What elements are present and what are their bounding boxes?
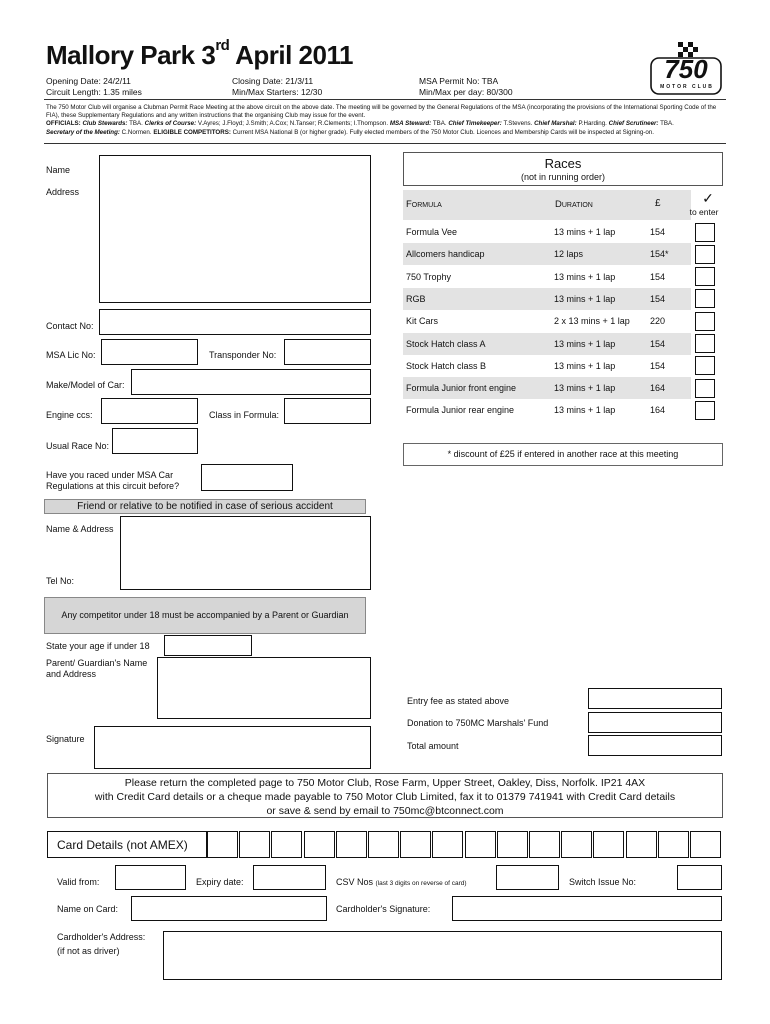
age-field[interactable] <box>164 635 252 656</box>
race-row <box>403 288 691 310</box>
usual-race-label: Usual Race No: <box>46 441 110 451</box>
friend-details-field[interactable] <box>120 516 371 590</box>
class-label: Class in Formula: <box>209 410 280 420</box>
name-address-label: Name & Address <box>46 524 114 534</box>
race-row <box>403 333 691 355</box>
col-enter: to enter <box>689 207 719 217</box>
race-duration: 13 mins + 1 lap <box>554 360 616 371</box>
race-price: 154 <box>650 338 666 349</box>
race-duration: 13 mins + 1 lap <box>554 227 616 237</box>
page-title: Mallory Park 3rd April 2011 <box>46 37 353 70</box>
race-price: 164 <box>650 405 666 416</box>
holder-address-label-2: (if not as driver) <box>57 946 120 956</box>
race-row <box>403 310 691 332</box>
holder-address-field[interactable] <box>163 931 722 980</box>
card-digit-box[interactable] <box>593 831 624 858</box>
total-field[interactable] <box>588 735 722 756</box>
msa-permit: MSA Permit No: TBA <box>419 76 499 86</box>
races-subtitle: (not in running order) <box>520 172 606 182</box>
name-on-card-label: Name on Card: <box>57 904 119 914</box>
race-price: 154 <box>650 227 666 237</box>
engine-label: Engine ccs: <box>46 410 93 420</box>
name-on-card-field[interactable] <box>131 896 327 921</box>
race-enter-checkbox[interactable] <box>695 245 715 264</box>
race-enter-checkbox[interactable] <box>695 334 715 353</box>
closing-date: Closing Date: 21/3/11 <box>232 76 314 86</box>
card-digit-box[interactable] <box>561 831 592 858</box>
name-label: Name <box>46 165 71 175</box>
card-digit-box[interactable] <box>336 831 367 858</box>
min-max-per-day: Min/Max per day: 80/300 <box>419 87 513 97</box>
race-duration: 13 mins + 1 lap <box>554 405 616 416</box>
return-line-1: Please return the completed page to 750 Motor Club, Rose Farm, Upper Street, Oakley, Diss, Norfolk. IP21 4AX <box>124 777 646 789</box>
race-enter-checkbox[interactable] <box>695 267 715 286</box>
race-row <box>403 243 691 265</box>
race-formula: Allcomers handicap <box>406 249 485 260</box>
total-label: Total amount <box>407 741 459 751</box>
raced-before-label-1: Have you raced under MSA Car <box>46 470 174 480</box>
switch-field[interactable] <box>677 865 722 890</box>
race-price: 154 <box>650 271 666 282</box>
card-digit-box[interactable] <box>497 831 528 858</box>
msa-lic-field[interactable] <box>101 339 198 365</box>
race-price: 154 <box>650 293 666 304</box>
race-formula: RGB <box>406 293 426 304</box>
entry-fee-label: Entry fee as stated above <box>407 696 510 706</box>
under18-banner: Any competitor under 18 must be accompanied by a Parent or Guardian <box>44 597 366 634</box>
usual-race-field[interactable] <box>112 428 198 454</box>
races-column-header <box>403 190 691 220</box>
intro-divider <box>44 143 726 144</box>
expiry-field[interactable] <box>253 865 326 890</box>
name-address-field[interactable] <box>99 155 371 303</box>
guardian-field[interactable] <box>157 657 371 719</box>
race-formula: 750 Trophy <box>406 271 452 282</box>
csv-field[interactable] <box>496 865 559 890</box>
return-instructions <box>47 773 723 818</box>
tel-label: Tel No: <box>46 576 75 586</box>
friend-banner: Friend or relative to be notified in case of serious accident <box>44 499 366 514</box>
card-digit-box[interactable] <box>626 831 657 858</box>
switch-label: Switch Issue No: <box>569 877 637 887</box>
logo-number: 750 <box>664 54 708 84</box>
make-model-label: Make/Model of Car: <box>46 380 125 390</box>
holder-signature-field[interactable] <box>452 896 722 921</box>
card-digit-box[interactable] <box>400 831 431 858</box>
valid-from-label: Valid from: <box>57 877 100 887</box>
header-divider <box>44 99 726 100</box>
opening-date: Opening Date: 24/2/11 <box>46 76 131 86</box>
msa-lic-label: MSA Lic No: <box>46 350 96 360</box>
race-duration: 2 x 13 mins + 1 lap <box>554 316 630 327</box>
race-enter-checkbox[interactable] <box>695 356 715 375</box>
holder-address-label-1: Cardholder's Address: <box>57 932 146 942</box>
race-row <box>403 399 691 421</box>
transponder-label: Transponder No: <box>209 350 277 360</box>
card-digit-box[interactable] <box>529 831 560 858</box>
discount-note: * discount of £25 if entered in another race at this meeting <box>447 449 679 459</box>
signature-label: Signature <box>46 734 85 744</box>
transponder-field[interactable] <box>284 339 371 365</box>
card-title-box <box>47 831 207 858</box>
card-title: Card Details (not AMEX) <box>57 838 188 852</box>
csv-label: CSV Nos (last 3 digits on reverse of card) <box>336 877 467 887</box>
regulations-text: The 750 Motor Club will organise a Clubman Permit Race Meeting at the above circuit on the above date. The meeting will be governed by the General Regulations of the MSA (incorporating the provisions of the International Sporting Code of the FIA), these Supplementary Regulations and any written instructions that the organising Club may issue for the event. OFFICIALS: Club Stewards: TBA. Clerks of Course: V.Ayres; J.Floyd; J.Smith; A.Cox; N.Tanser; R.Clements; I.Thompson. MSA Steward: TBA. Chief Timekeeper: T.Stevens. Chief Marshal: P.Harding. Chief Scrutineer: TBA. Secretary of the Meeting: C.Normen. ELIGIBLE COMPETITORS: Current MSA National B (or higher grade). Fully elected members of the 750 Motor Club. Licences and Membership Cards will be inspected at Signing-on. <box>46 104 717 136</box>
race-enter-checkbox[interactable] <box>695 379 715 398</box>
holder-signature-label: Cardholder's Signature: <box>336 904 431 914</box>
race-row <box>403 266 691 288</box>
race-formula: Stock Hatch class A <box>406 338 486 349</box>
donation-label: Donation to 750MC Marshals' Fund <box>407 718 549 728</box>
discount-note-box <box>403 443 723 466</box>
card-digit-box[interactable] <box>690 831 721 858</box>
address-label: Address <box>46 187 80 197</box>
donation-field[interactable] <box>588 712 722 733</box>
card-digit-box[interactable] <box>207 831 238 858</box>
race-enter-checkbox[interactable] <box>695 312 715 331</box>
col-duration: Duration <box>555 199 593 210</box>
race-price: 154 <box>650 360 666 371</box>
race-duration: 12 laps <box>554 249 584 260</box>
col-formula: Formula <box>406 199 442 210</box>
valid-from-field[interactable] <box>115 865 186 890</box>
guardian-label-1: Parent/ Guardian's Name <box>46 658 148 668</box>
return-line-3: or save & send by email to 750mc@btconnect.com <box>266 805 504 817</box>
race-formula: Kit Cars <box>406 316 439 327</box>
class-field[interactable] <box>284 398 371 424</box>
race-formula: Stock Hatch class B <box>406 360 487 371</box>
signature-field[interactable] <box>94 726 371 769</box>
min-max-starters: Min/Max Starters: 12/30 <box>232 87 323 97</box>
race-duration: 13 mins + 1 lap <box>554 293 616 304</box>
races-header <box>403 152 723 186</box>
race-formula: Formula Junior rear engine <box>406 405 515 416</box>
card-digit-box[interactable] <box>465 831 496 858</box>
race-row <box>403 355 691 377</box>
race-enter-checkbox[interactable] <box>695 289 715 308</box>
race-enter-checkbox[interactable] <box>695 223 715 242</box>
logo-text: MOTOR CLUB <box>660 84 714 90</box>
race-price: 154* <box>650 249 669 260</box>
race-price: 164 <box>650 383 666 394</box>
raced-before-field[interactable] <box>201 464 293 491</box>
engine-field[interactable] <box>101 398 198 424</box>
race-formula: Formula Vee <box>406 227 458 237</box>
race-duration: 13 mins + 1 lap <box>554 271 616 282</box>
race-row <box>403 221 691 243</box>
race-price: 220 <box>650 316 666 327</box>
entry-fee-field[interactable] <box>588 688 722 709</box>
check-icon: ✓ <box>702 190 714 206</box>
circuit-length: Circuit Length: 1.35 miles <box>46 87 142 97</box>
card-digit-box[interactable] <box>658 831 689 858</box>
guardian-label-2: and Address <box>46 669 97 679</box>
race-enter-checkbox[interactable] <box>695 401 715 420</box>
card-digit-box[interactable] <box>432 831 463 858</box>
card-digit-box[interactable] <box>304 831 335 858</box>
return-line-2: with Credit Card details or a cheque made payable to 750 Motor Club Limited, fax it to 01379 741941 with Credit Card details <box>94 791 676 803</box>
expiry-label: Expiry date: <box>196 877 244 887</box>
race-duration: 13 mins + 1 lap <box>554 338 616 349</box>
raced-before-label-2: Regulations at this circuit before? <box>46 481 180 491</box>
race-duration: 13 mins + 1 lap <box>554 383 616 394</box>
age-label: State your age if under 18 <box>46 641 150 651</box>
make-model-field[interactable] <box>131 369 371 395</box>
race-formula: Formula Junior front engine <box>406 383 517 394</box>
card-digit-box[interactable] <box>239 831 270 858</box>
races-title: Races <box>544 156 582 171</box>
card-digit-box[interactable] <box>368 831 399 858</box>
contact-field[interactable] <box>99 309 371 335</box>
contact-label: Contact No: <box>46 321 94 331</box>
col-price: £ <box>655 198 661 209</box>
card-digit-box[interactable] <box>271 831 302 858</box>
race-row <box>403 377 691 399</box>
club-logo <box>648 40 724 96</box>
